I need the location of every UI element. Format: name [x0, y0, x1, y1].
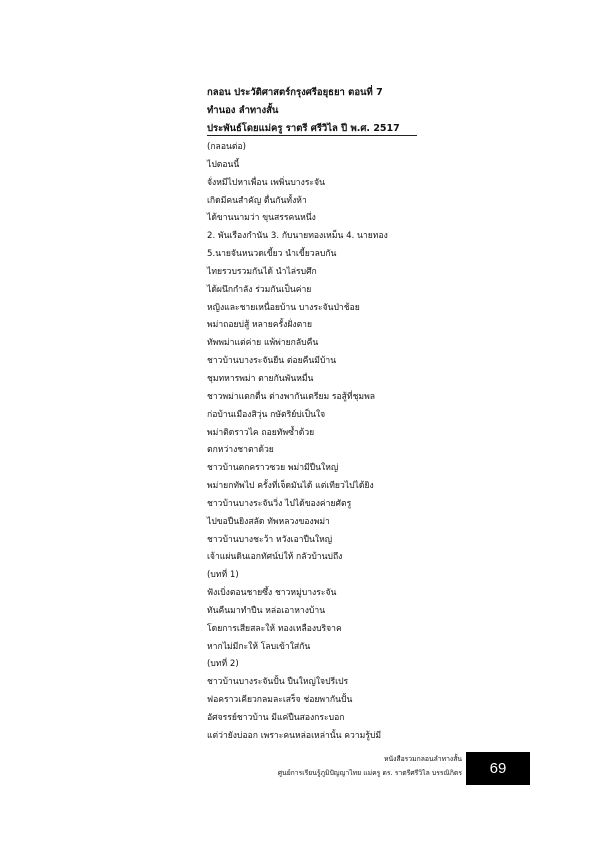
- page-footer: [200, 752, 462, 780]
- header-divider: [207, 135, 417, 136]
- poem-line: ได้ขานนามว่า ขุนสรรคนหนึ่ง: [207, 213, 316, 224]
- poem-line: เจ้าแผ่นดินเอกทัศน์บ่ให้ กลัวบ้านบ่ถึง: [207, 552, 343, 563]
- poem-line: หากไม่มีกะให้ โลบเข้าใส่กัน: [207, 641, 311, 652]
- poem-line: พม่าถอยบ่สู้ หลายครั้งฝั่งตาย: [207, 320, 313, 331]
- poem-line: แต่ว่ายังบ่ออก เพราะคนหล่อเหล่านั้น ความรู้บ่มี: [207, 730, 382, 741]
- poem-line: ไปตอนนี้: [207, 159, 240, 170]
- poem-line: ชาวพม่าแตกตื่น ต่างพากันเตรียม รอสู้ที่ชุมพล: [207, 391, 376, 402]
- poem-line: ตกหว่างชาตาด้วย: [207, 445, 274, 456]
- poem-line: ได้ผนึกกำลัง ร่วมกันเป็นค่าย: [207, 284, 312, 295]
- poem-line: ทัพพม่าแต่ค่าย แพ้พ่ายกลับคืน: [207, 338, 319, 349]
- page-number-box: [466, 752, 530, 785]
- poem-line: 5.นายจันหนวดเขี้ยว นำเขี้ยวลบกัน: [207, 249, 337, 260]
- poem-line: (กลอนต่อ): [207, 142, 246, 152]
- poem-line: อัศจรรย์ชาวบ้าน มีแค่ปืนสองกระบอก: [207, 713, 345, 723]
- poem-line: ชาวบ้านบางชะว้า หวังเอาปืนใหญ่: [207, 534, 333, 545]
- poem-line: (บทที่ 2): [207, 659, 239, 670]
- poem-line: ชาวบ้านบางระจันปั้น ปืนใหญ่ใจปรีเปร: [207, 677, 349, 688]
- poem-line: ทันคืนมาทำปืน หล่อเอาหางบ้าน: [207, 605, 326, 616]
- poem-title: กลอน ประวัติศาสตร์กรุงศรีอยุธยา ตอนที่ 7: [207, 87, 383, 98]
- poem-line: 2. พันเรืองกำนัน 3. กับนายทองเหม็น 4. นายทอง: [207, 231, 388, 242]
- poem-line: พม่ายกทัพไป ครั้งที่เจ็ดมันได้ แต่เทียวไปได้ยิง: [207, 481, 374, 492]
- poem-line: ก่อบ้านเมืองสิวุ่น กษัตริย์บ่เป็นใจ: [207, 409, 326, 420]
- footer-book-title: หนังสือรวมกลอนลำทางสั้น: [383, 755, 462, 763]
- poem-tune: ทำนอง ลำทางสั้น: [207, 105, 279, 116]
- poem-line: จั่งหมีไปหาเพื่อน เพพิ่นบางระจัน: [207, 177, 325, 188]
- poem-line: ชาวบ้านตกคราวซวย พม่ามีปืนใหญ่: [207, 463, 339, 474]
- poem-header: [207, 84, 417, 138]
- page-number: 69: [489, 760, 507, 777]
- poem-line: ชุมทหารพม่า ตายกันพันหมื่น: [207, 373, 314, 384]
- poem-line: ฟอคราวเคียวกลมละเสร็จ ช่อยพากันปั้น: [207, 695, 353, 706]
- poem-line: โดยการเสียสละให้ ทองเหลืองบริจาค: [207, 623, 342, 634]
- poem-line: ชาวบ้านบางระจันวิ่ง ไปได้ของค่ายศัตรู: [207, 498, 352, 509]
- poem-line: ไปขอปืนยิงสลัด ทัพหลวงของพม่า: [207, 516, 330, 527]
- poem-line: พม่าติดราวไค ถอยทัพซ้ำด้วย: [207, 427, 315, 438]
- poem-line: ชาวบ้านบางระจันยืน ต่อยคืนมีบ้าน: [207, 356, 337, 367]
- poem-line: เกิดมีคนสำคัญ ตื่นกันทั้งห้า: [207, 195, 307, 206]
- poem-line: ไทยรวบรวมกันได้ นำไล่รบศึก: [207, 266, 317, 277]
- poem-line: (บทที่ 1): [207, 570, 239, 581]
- poem-line: หญิงและชายเหนื่อยบ้าน บางระจันป่าช้อย: [207, 302, 360, 313]
- poem-body: [207, 139, 437, 746]
- poem-line: ฟังเบิ่งตอนชายซึ้ง ชาวหมู่บางระจัน: [207, 588, 337, 599]
- poem-author: ประพันธ์โดยแม่ครู ราตรี ศรีวิไล ปี พ.ศ. 2517: [207, 123, 400, 134]
- footer-center-credit: ศูนย์การเรียนรู้ภูมิปัญญาไทย แม่ครู ดร. ราตรีศรีวิไล บรรณิกิตร: [277, 769, 462, 777]
